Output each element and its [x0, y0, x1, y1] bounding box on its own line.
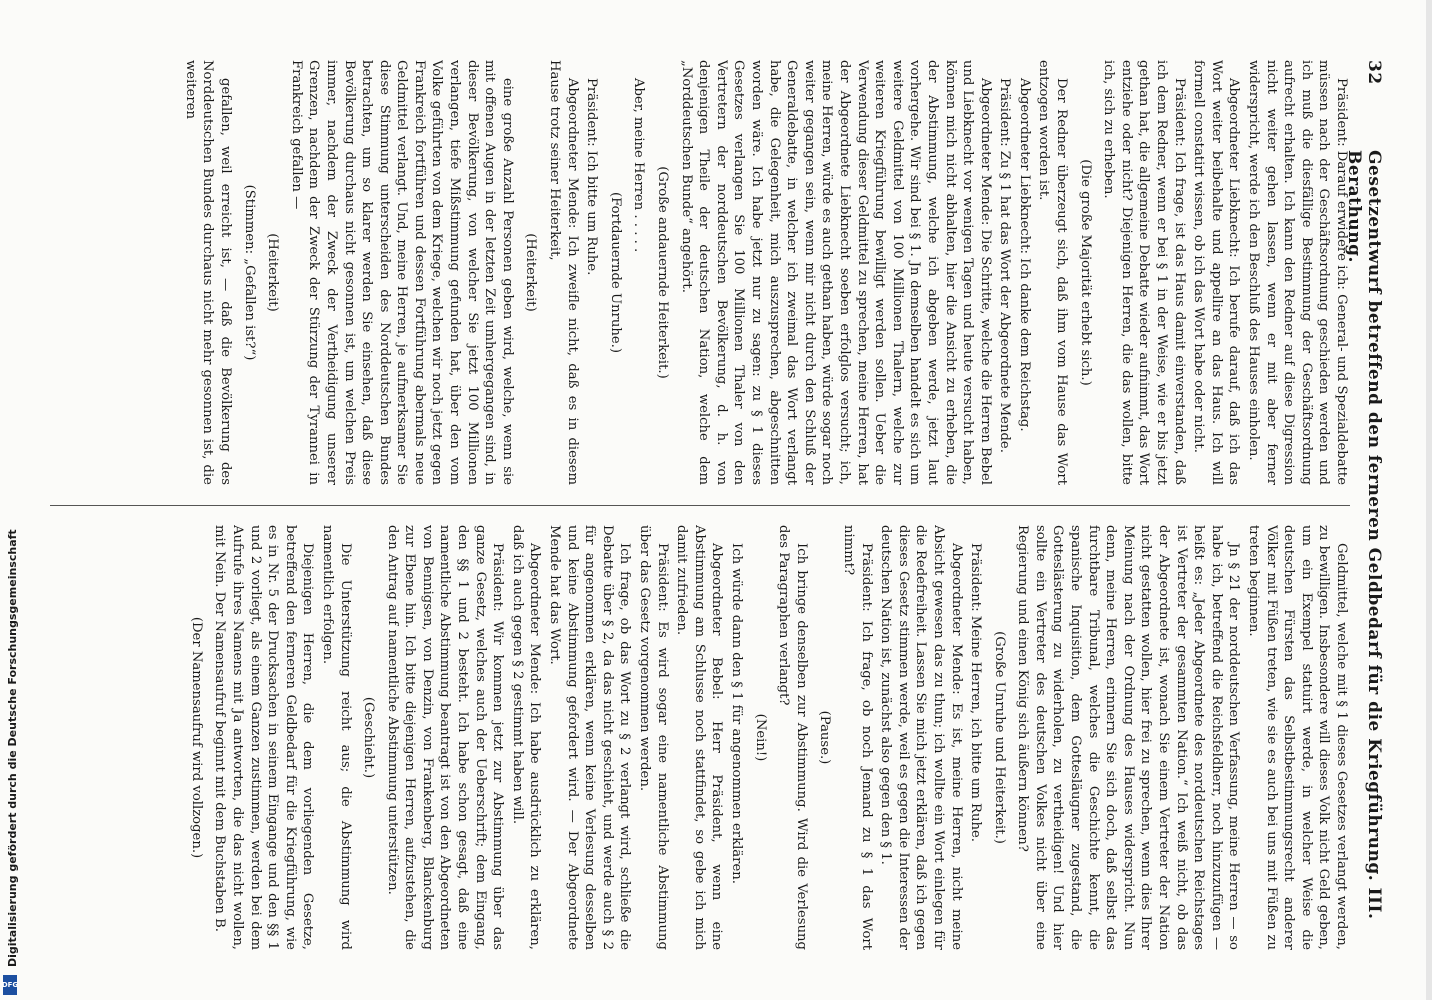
paragraph: Ich würde dann den § 1 für angenommen erklären.: [729, 543, 744, 884]
paragraph: (Pause.): [817, 710, 833, 765]
paragraph: Jn § 21 der norddeutschen Verfassung, meine Herren — so habe ich, betreffend die Reichsfeldherr, noch hinzuzufügen — heißt es: „Jeder Abgeordnete des norddeutschen Reichstages ist Vertreter der gesammten Nation.“ Ich weiß nicht, ob das der Abgeordnete ist, wonach Sie einem Vertreter der Nation nicht gestatten wollen, hier frei zu sprechen, wenn dies Ihrer Meinung nach der Ordnung des Hauses widerspricht. Nun denn, meine Herren, erinnern Sie sich doch, daß selbst das furchtbare Tribunal, welches die Geschichte kennt, die spanische Inquisition, dem Gottesläugner zugestand, die Gotteslästerung zu widerholen, zu vertheidigen! Und hier sollte ein Vertreter des deutschen Volkes nicht über eine Regierung und einen König sich äußern können?: [1015, 525, 1242, 950]
paragraph: (Große Unruhe und Heiterkeit.): [991, 631, 1007, 844]
paragraph: Präsident: Meine Herren, ich bitte um Ruhe.: [968, 543, 984, 842]
paragraph: Abgeordneter Liebknecht: Ich danke dem Reichstag.: [1016, 78, 1032, 432]
paragraph: Präsident: Zu § 1 hat das Wort der Abgeordnete Mende.: [997, 78, 1013, 453]
paragraph: (Heiterkeit): [265, 233, 281, 312]
paragraph: Präsident: Ich frage, ist das Haus damit einverstanden, daß ich dem Redner, wenn er bei § 1 in der Weise, wie er bis jetzt gethan hat, die allgemeine Debatte wieder aufnimmt, das Wort entziehe oder nicht? Diejenigen Herren, die das wollen, bitte ich, sich zu erheben.: [1101, 60, 1187, 485]
paragraph: Aber, meine Herren . . . . .: [631, 78, 647, 253]
paragraph: Die Unterstützung reicht aus; die Abstimmung wird namentlich erfolgen.: [319, 525, 353, 950]
paragraph: Präsident: Ich frage, ob noch Jemand zu § 1 das Wort nimmt?: [840, 525, 874, 950]
page-title: Gesetzentwurf betreffend den ferneren Geldbedarf für die Kriegführung. III. Berathung.: [1344, 150, 1384, 920]
paragraph: Präsident: Ich bitte um Ruhe.: [584, 78, 600, 276]
paragraph: Der Redner überzeugt sich, daß ihm vom Hause das Wort entzogen worden ist.: [1036, 60, 1070, 485]
paragraph: Abgeordneter Mende: Ich habe ausdrücklich zu erklären, daß ich auch gegen § 2 gestimmt haben will.: [509, 525, 543, 950]
paragraph: gefallen, weil erreicht ist, — daß die Bevölkerung des Norddeutschen Bundes durchaus nicht mehr gesonnen ist, die weiteren: [182, 60, 233, 485]
paragraph: (Die große Majorität erhebt sich.): [1077, 159, 1093, 386]
left-text-column: [10, 60, 1350, 485]
page-number: 32: [1364, 60, 1384, 85]
paragraph: Präsident: Wir kommen jetzt zur Abstimmung über das ganze Gesetz, welches auch der Ueberschrift; dem Eingang, den §§ 1 und 2 besteht. Ich habe schon gesagt, daß eine namentliche Abstimmung beantragt ist von den Abgeordneten von Bennigsen, von Denzin, von Frankenberg, Blanckenburg zur Ebene hin. Ich bitte diejenigen Herren, aufzustehen, die den Antrag auf namentliche Abstimmung unterstützen.: [384, 525, 506, 950]
paragraph: (Stimmen: „Gefallen ist?“): [241, 184, 257, 361]
paragraph: Ich bringe denselben zur Abstimmung. Wird die Verlesung des Paragraphen verlangt?: [776, 525, 809, 950]
footer-credit-wrapper: [6, 0, 20, 985]
column-divider: [50, 505, 1350, 506]
paragraph: (Fortdauernde Unruhe.): [607, 192, 623, 353]
paragraph: Abgeordneter Mende: Ich zweifle nicht, daß es in diesem Hause trotz seiner Heiterkeit,: [547, 60, 580, 485]
dfg-logo: DFG: [3, 975, 17, 995]
paragraph: eine große Anzahl Personen geben wird, welche, wenn sie mit offenen Augen in der letzten Zeit umhergegangen sind, in dieser Bevölkerung, von welcher Sie jetzt 100 Millionen verlangen, tiefe Mißstimmung gefunden hat, über den vom Volke geführten von dem Kriege, welchen wir noch jetzt gegen Frankreich fortführen und dessen Fortführung abermals neue Geldmittel verlangt. Und, meine Herren, je aufmerksamer Sie diese Stimmung unterscheiden des Norddeutschen Bundes betrachten, um so klarer werden Sie einsehen, daß diese Bevölkerung durchaus nicht gesonnen ist, um welchen Preis immer, nachdem der Zweck der Vertheidigung unserer Grenzen, nachdem der Zweck der Stürzung der Tyrannei in Frankreich gefallen —: [288, 60, 515, 485]
paragraph: Abgeordneter Liebknecht: Ich berufe darauf, daß ich das Wort weiter beibehalte und appellire an das Haus. Ich will formell constatirt wissen, ob ich das Wort habe oder nicht.: [1191, 60, 1242, 485]
paragraph: (Heiterkeit): [523, 233, 539, 312]
paragraph: Präsident: Darauf erwidere ich: General- und Spezialdebatte müssen nach der Geschäftsordnung geschieden werden und ich muß die diesfällige Bestimmung der Geschäftsordnung aufrecht erhalten. Ich kann den Redner auf diese Digression nicht weiter gehen lassen, wenn er mit aber ferner widerspricht, werde ich den Beschluß des Hauses einholen.: [1246, 60, 1349, 485]
footer-credit: Digitalisierung gefördert durch die Deutsche Forschungsgemeinschaft: [6, 529, 19, 967]
paragraph: Abgeordneter Bebel: Herr Präsident, wenn eine Abstimmung am Schlusse noch stattfindet, so gebe ich mich damit zufrieden.: [674, 525, 725, 950]
paragraph: Abgeordneter Mende: Es ist, meine Herren, nicht meine Absicht gewesen das zu thun; ich wollte ein Wort einlegen für die Redefreiheit. Lassen Sie mich jetzt erklären, daß ich gegen dieses Gesetz stimmen werde, weil es gegen die Interessen der deutschen Nation ist, zunächst also gegen den § 1.: [878, 525, 964, 950]
paragraph: Abgeordneter Mende: Die Schritte, welche die Herren Bebel und Liebknecht vor wenigen Tagen und heute versucht haben, können mich nicht abhalten, hier die Ansicht zu erheben, die der Abstimmung, welche ich abgeben werde, jetzt laut vorhergehe. Wir sind bei § 1. Jn demselben handelt es sich um weitere Geldmittel von 100 Millionen Thalern, welche zur weiteren Kriegführung bewilligt werden sollen. Ueber die Verwendung dieser Geldmittel zu sprechen, meine Herren, hat der Abgeordnete Liebknecht soeben erfolglos versucht; ich, meine Herren, würde es auch gethan haben, würde sogar noch weiter gegangen sein, wenn mir nicht durch den Schluß der Generaldebatte, in welcher ich zweimal das Wort verlangt habe, die Gelegenheit, mich auszusprechen, abgeschnitten worden wäre. Ich habe jetzt nur zu sagen: zu § 1 dieses Gesetzes verlangen Sie 100 Millionen Thaler von den Vertretern der norddeutschen Bevölkerung, d. h. von denjenigen Theile der deutschen Nation, welche dem „Norddeutschen Bunde“ angehört.: [678, 60, 993, 485]
paragraph: (Nein!): [752, 713, 768, 762]
paragraph: Diejenigen Herren, die dem vorliegenden Gesetze, betreffend den ferneren Geldbedarf für die Kriegführung, wie es in Nr. 5 der Drucksachen in seinem Eingange und den §§ 1 und 2 vorliegt, als einem Ganzen zustimmen, werden bei dem Aufrufe ihres Namens mit Ja antworten, die das nicht wollen, mit Nein. Der Namensaufruf beginnt mit dem Buchstaben B.: [212, 525, 316, 950]
paragraph: Präsident: Es wird sogar eine namentliche Abstimmung über das Gesetz vorgenommen werden.: [637, 525, 670, 950]
paragraph: (Der Namensaufruf wird vollzogen.): [188, 616, 204, 859]
paragraph: (Geschieht.): [361, 696, 377, 779]
paragraph: Geldmittel, welche mit § 1 dieses Gesetzes verlangt werden, zu bewilligen. Insbesondere will dieses Volk nicht Geld geben, um ein Exempel statuirt werde, in welcher Weise die deutschen Fürsten das Selbstbestimmungsrecht anderer Völker mit Füßen treten, wie sie es auch bei uns mit Füßen zu treten beginnen.: [1246, 525, 1349, 950]
paragraph: Ich frage, ob das Wort zu § 2 verlangt wird, schließe die Debatte über § 2, da das nicht geschieht, und werde auch § 2 für angenommen erklären, wenn keine Verlesung desselben und keine Abstimmung gefordert wird. — Der Abgeordnete Mende hat das Wort.: [547, 525, 633, 950]
paragraph: (Große andauernde Heiterkeit.): [655, 166, 671, 379]
scan-edge: [1426, 0, 1432, 1000]
right-text-column: [10, 525, 1350, 950]
